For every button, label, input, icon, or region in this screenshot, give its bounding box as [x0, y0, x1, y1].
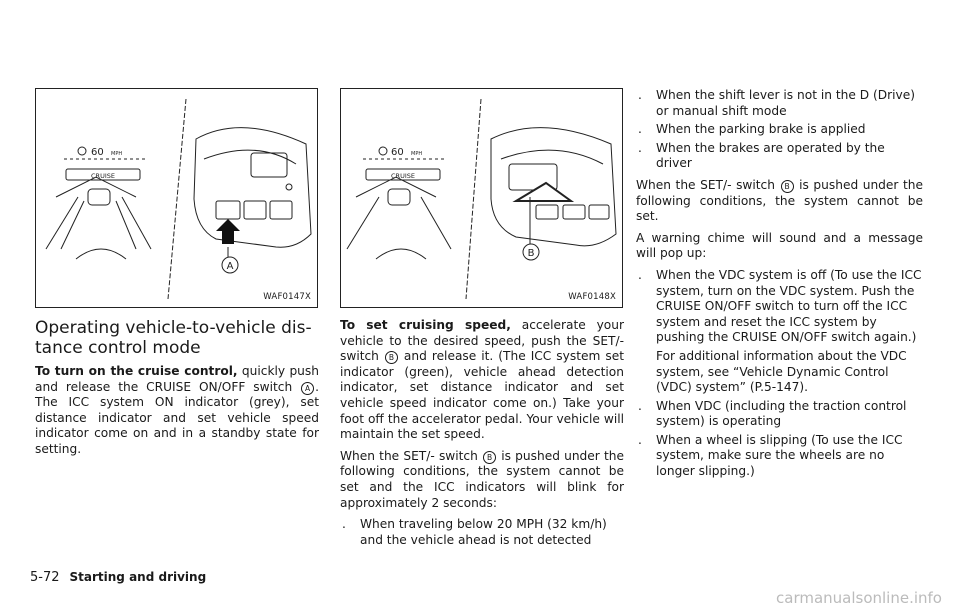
svg-text:MPH: MPH	[111, 151, 123, 157]
speed-readout: 60	[391, 147, 404, 158]
list-item-note: For additional information about the VDC system, see “Vehicle Dynamic Control (VDC) system” (P.5-147).	[656, 348, 907, 395]
list-item: . When the shift lever is not in the D (Drive) or manual shift mode	[638, 88, 915, 118]
page-footer	[30, 570, 206, 585]
list-item: . When the parking brake is applied	[638, 122, 866, 137]
list-item: . When traveling below 20 MPH (32 km/h) and the vehicle ahead is not detected	[342, 517, 607, 547]
column-1	[35, 318, 319, 464]
bullet-list	[636, 88, 923, 172]
callout-ref: B	[483, 451, 496, 464]
list-item: . When a wheel is slipping (To use the ICC system, make sure the wheels are no longer slipping.)	[638, 432, 903, 479]
svg-text:CRUISE: CRUISE	[391, 172, 415, 180]
watermark: carmanualsonline.info	[776, 589, 942, 607]
paragraph: To set cruising speed, accelerate your vehicle to the desired speed, push the SET/- switch B and release it. (The ICC system set indicator (green), vehicle ahead detection indicator, set distance indicator and set vehicle speed indicator come on.) Take your foot off the accelerator pedal. Your vehicle will maintain the set speed.	[340, 318, 624, 442]
page-number: 5-72	[30, 570, 60, 585]
figure-set-switch	[340, 88, 623, 308]
figure-code: WAF0148X	[568, 292, 616, 302]
paragraph: A warning chime will sound and a message will pop up:	[636, 230, 923, 261]
callout-ref: B	[385, 351, 398, 364]
paragraph: When the SET/- switch B is pushed under the following conditions, the system cannot be set and the ICC indicators will blink for approximately 2 seconds:	[340, 448, 624, 510]
speed-readout: 60	[91, 147, 104, 158]
section-name: Starting and driving	[69, 570, 207, 584]
bullet-list	[340, 517, 624, 548]
callout-ref: A	[301, 382, 314, 395]
svg-text:CRUISE: CRUISE	[91, 172, 115, 180]
bullet-list	[636, 268, 923, 480]
figure-cruise-onoff-switch	[35, 88, 318, 308]
figure-code: WAF0147X	[263, 292, 311, 302]
list-item: . When the VDC system is off (To use the ICC system, turn on the VDC system. Push the CRUISE ON/OFF switch to turn off the ICC system and reset the ICC system by pushing the CRUISE ON/OFF switch again.) For additional information about the VDC system, see “Vehicle Dynamic Control (VDC) system” (P.5-147).	[638, 267, 922, 395]
svg-text:B: B	[527, 248, 535, 259]
callout-ref: B	[781, 180, 794, 193]
svg-text:MPH: MPH	[411, 151, 423, 157]
paragraph: To turn on the cruise control, quickly push and release the CRUISE ON/OFF switch A . The ICC system ON indicator (grey), set distance indicator and set vehicle speed indicator come on and in a standby state for setting.	[35, 364, 319, 456]
list-item: . When VDC (including the traction control system) is operating	[638, 398, 907, 429]
list-item: . When the brakes are operated by the driver	[638, 140, 885, 171]
column-3	[636, 88, 923, 486]
paragraph: When the SET/- switch B is pushed under the following conditions, the system cannot be set.	[636, 177, 923, 224]
arrow-indicator	[216, 219, 240, 244]
steering-wheel-illustration	[341, 89, 624, 309]
svg-text:A: A	[226, 261, 234, 272]
section-title: Operating vehicle-to-vehicle dis- tance control mode	[35, 318, 312, 358]
column-2	[340, 318, 624, 554]
steering-wheel-illustration	[36, 89, 319, 309]
